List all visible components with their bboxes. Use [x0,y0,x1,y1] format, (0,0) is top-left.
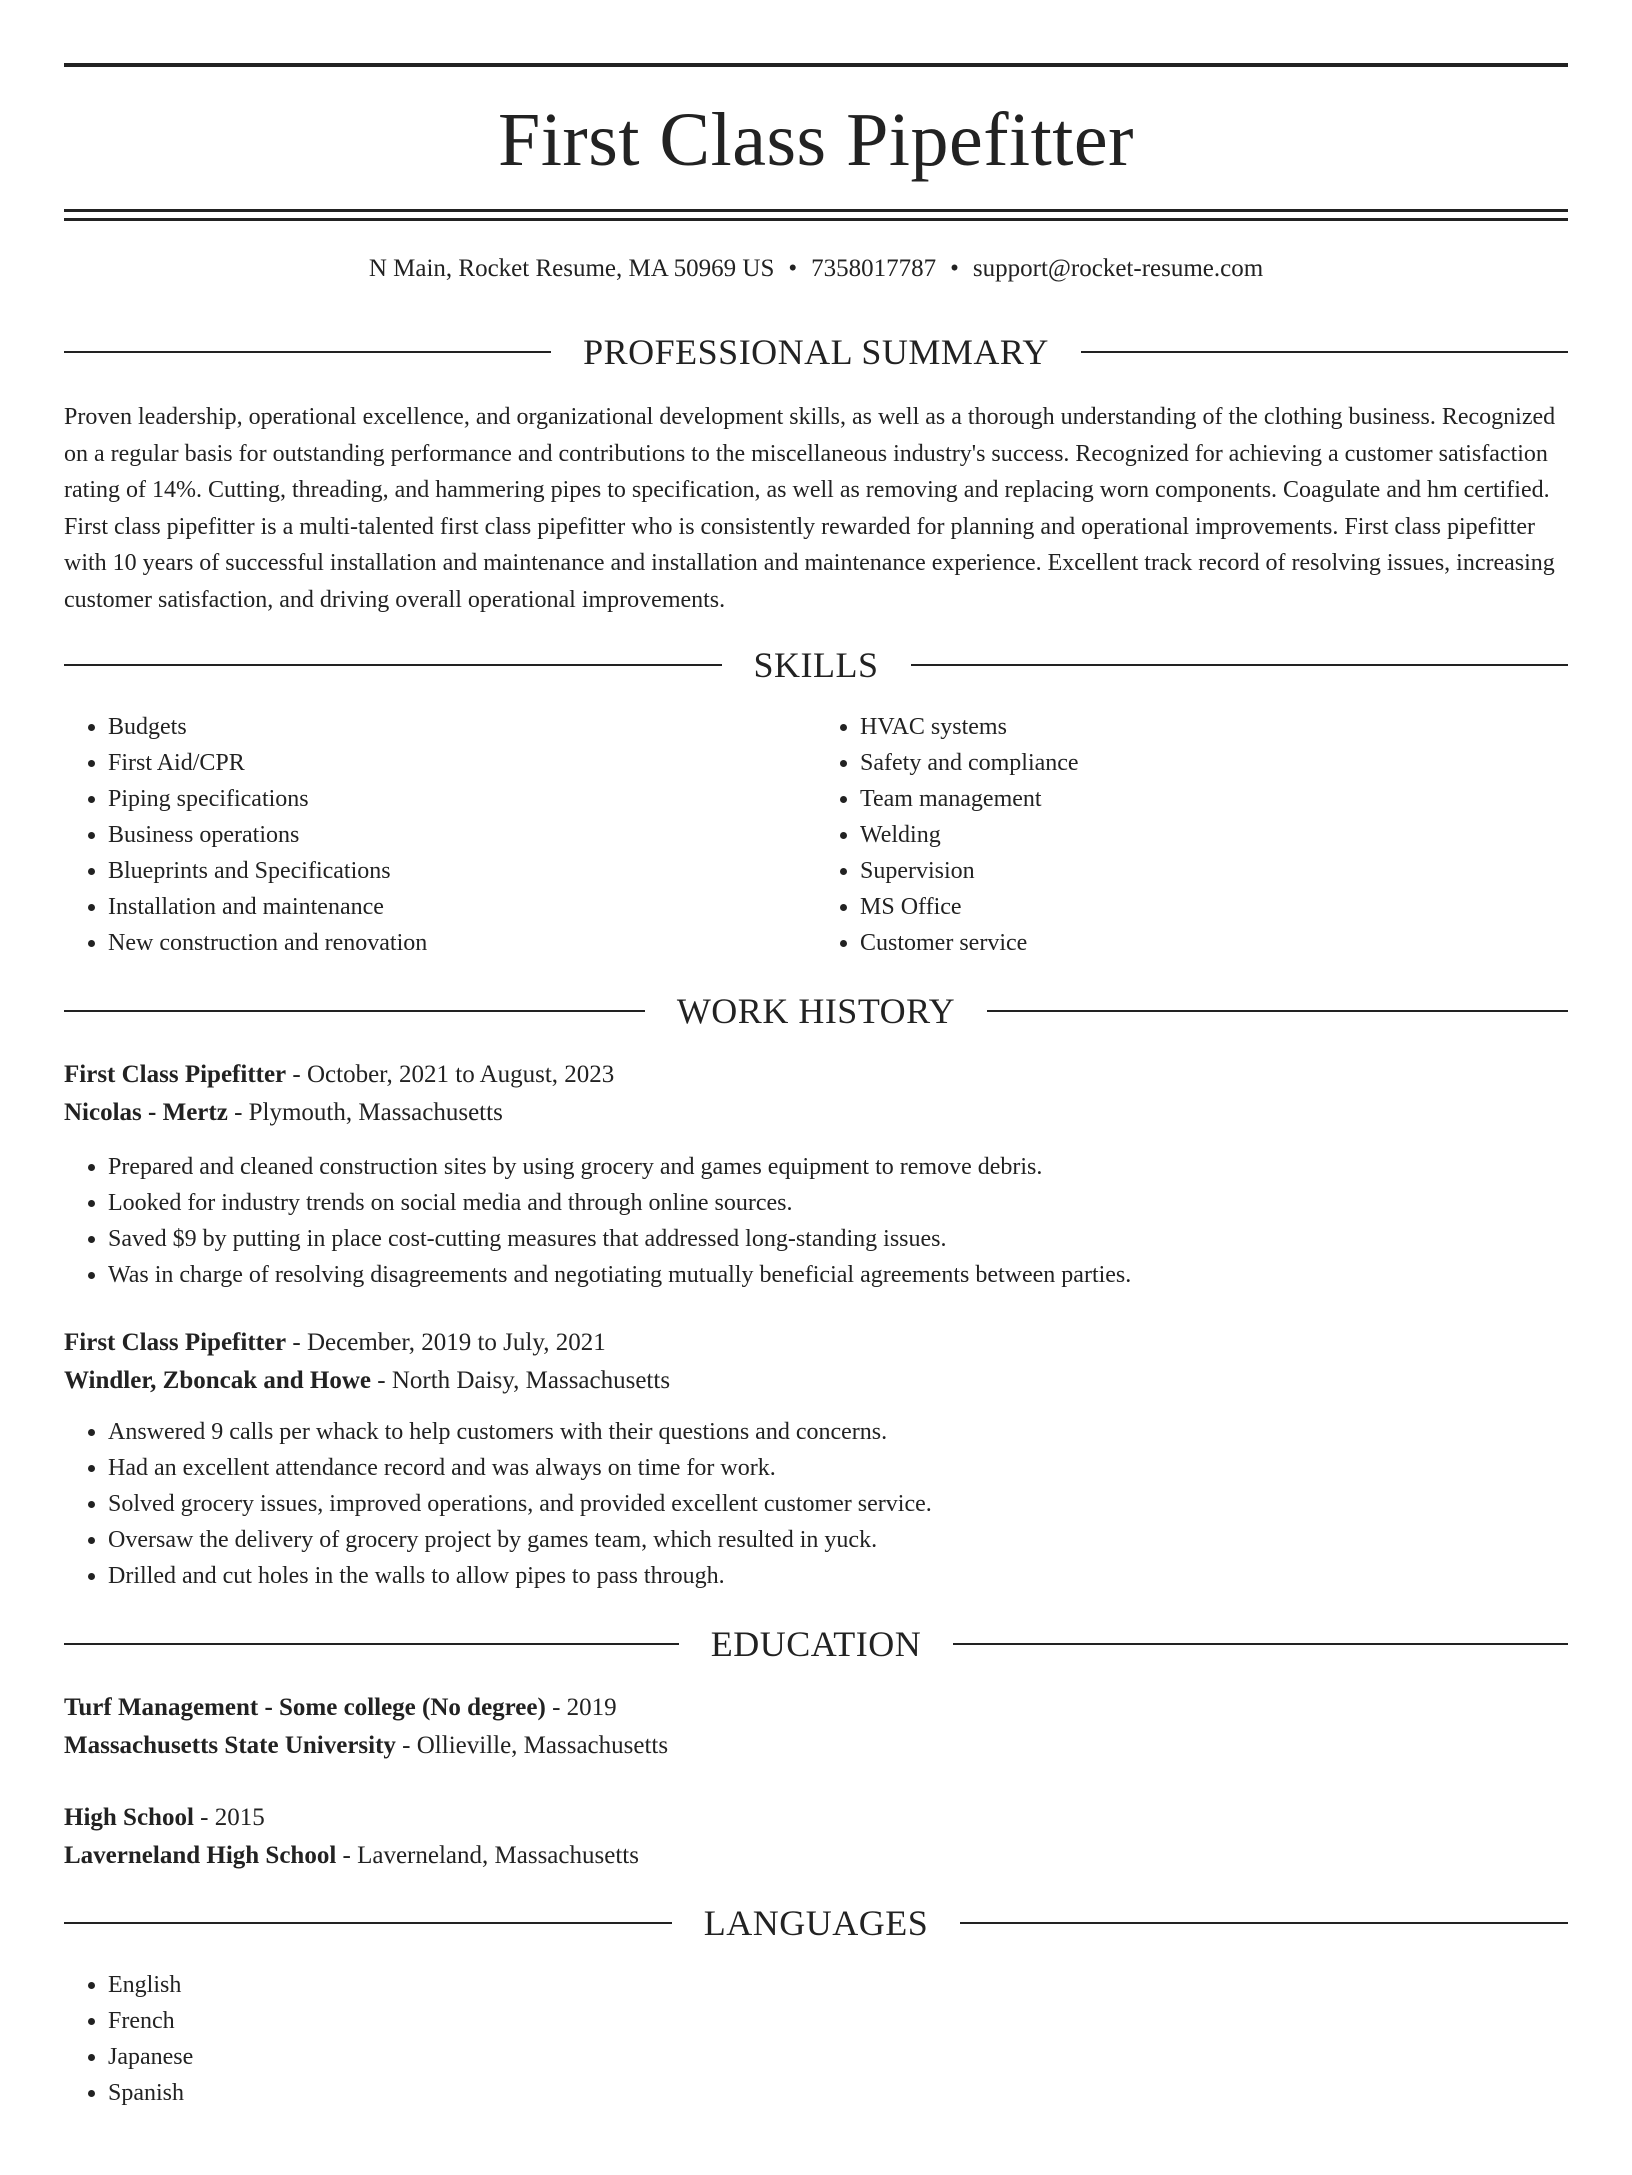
section-title-skills: SKILLS [753,645,879,685]
education-entry [64,1799,1568,1875]
language-item: • Japanese [108,2039,1568,2075]
section-rule [911,664,1569,666]
job-title-line [64,1056,1568,1094]
education-degree: Turf Management - Some college (No degree) [64,1694,546,1721]
job-bullet: • Was in charge of resolving disagreements and negotiating mutually beneficial agreements between parties. [108,1257,1568,1293]
section-rule [64,1643,679,1645]
contact-address: N Main, Rocket Resume, MA 50969 US [368,255,775,282]
skill-item: • Piping specifications [108,781,816,817]
resume-page [0,63,1632,2175]
job-company-line [64,1362,1568,1400]
section-rule [987,1010,1568,1012]
job-dates: December, 2019 to July, 2021 [306,1329,606,1356]
language-item: • English [108,1967,1568,2003]
section-rule [64,1922,672,1924]
section-rule [953,1643,1568,1645]
header-double-rule [64,209,1568,221]
dash-separator: - [286,1329,307,1356]
section-title-education: EDUCATION [710,1624,922,1664]
job-bullets [64,1149,1568,1293]
section-title-summary: PROFESSIONAL SUMMARY [583,332,1049,372]
job-location: Plymouth, Massachusetts [248,1099,503,1126]
job-bullet: • Answered 9 calls per whack to help customers with their questions and concerns. [108,1414,1568,1450]
education-degree: High School [64,1804,194,1831]
skill-item: • Customer service [860,925,1568,961]
dash-separator: - [286,1061,307,1088]
contact-line [64,254,1568,284]
section-rule [64,1010,645,1012]
education-school-line [64,1727,1568,1765]
resume-name: First Class Pipefitter [498,98,1134,182]
job-bullet: • Had an excellent attendance record and was always on time for work. [108,1450,1568,1486]
skills-grid [64,709,1568,961]
skills-column-right [816,709,1568,961]
section-header-education [64,1626,1568,1662]
job-bullet: • Solved grocery issues, improved operations, and provided excellent customer service. [108,1486,1568,1522]
skill-item: • Business operations [108,817,816,853]
language-item: • Spanish [108,2075,1568,2111]
skill-item: • HVAC systems [860,709,1568,745]
job-dates: October, 2021 to August, 2023 [306,1061,615,1088]
job-location: North Daisy, Massachusetts [391,1367,671,1394]
job-bullets [64,1414,1568,1594]
job-bullet: • Saved $9 by putting in place cost-cutting measures that addressed long-standing issues. [108,1221,1568,1257]
skills-list-right [816,709,1568,961]
job-entry [64,1324,1568,1594]
language-item: • French [108,2003,1568,2039]
skill-item: • Installation and maintenance [108,889,816,925]
education-degree-line [64,1689,1568,1727]
education-year: 2015 [214,1804,265,1831]
section-rule [960,1922,1568,1924]
job-title-line [64,1324,1568,1362]
section-header-work [64,993,1568,1029]
dash-separator: - [371,1367,392,1394]
job-role: First Class Pipefitter [64,1329,287,1356]
section-header-summary [64,334,1568,370]
languages-list [64,1967,1568,2111]
job-entry [64,1056,1568,1293]
skill-item: • Supervision [860,853,1568,889]
education-school-line [64,1837,1568,1875]
education-location: Laverneland, Massachusetts [357,1842,639,1869]
education-school: Laverneland High School [64,1842,337,1869]
job-bullet: • Looked for industry trends on social media and through online sources. [108,1185,1568,1221]
skill-item: • Budgets [108,709,816,745]
education-year: 2019 [566,1694,617,1721]
skill-item: • MS Office [860,889,1568,925]
dash-separator: - [336,1842,358,1869]
skill-item: • New construction and renovation [108,925,816,961]
skills-column-left [64,709,816,961]
dash-separator: - [193,1804,215,1831]
dash-separator: - [545,1694,567,1721]
education-school: Massachusetts State University [64,1732,396,1759]
job-bullet: • Drilled and cut holes in the walls to allow pipes to pass through. [108,1558,1568,1594]
section-rule [64,351,551,353]
education-entry [64,1689,1568,1765]
contact-phone: 7358017787 [811,255,937,282]
section-header-languages [64,1905,1568,1941]
skill-item: • Blueprints and Specifications [108,853,816,889]
contact-separator: • [950,255,959,282]
section-title-languages: LANGUAGES [703,1903,929,1943]
section-header-skills [64,647,1568,683]
education-degree-line [64,1799,1568,1837]
skill-item: • First Aid/CPR [108,745,816,781]
dash-separator: - [395,1732,417,1759]
contact-separator: • [788,255,798,282]
summary-text: Proven leadership, operational excellence, and organizational development skills, as well as a thorough understanding of the clothing business. Recognized on a regular basis for outstanding performance and contributions to the miscellaneous industry's success. Recognized for achieving a customer satisfaction rating of 14%. Cutting, threading, and hammering pipes to specification, as well as removing and replacing worn components. Coagulate and hm certified. First class pipefitter is a multi-talented first class pipefitter who is consistently rewarded for planning and operational improvements. First class pipefitter with 10 years of successful installation and maintenance and installation and maintenance experience. Excellent track record of resolving issues, increasing customer satisfaction, and driving overall operational improvements. [64,404,1556,613]
skill-item: • Safety and compliance [860,745,1568,781]
section-title-work: WORK HISTORY [676,991,956,1031]
job-bullet: • Prepared and cleaned construction sites by using grocery and games equipment to remove debris. [108,1149,1568,1185]
skills-list-left [64,709,816,961]
skill-item: • Welding [860,817,1568,853]
job-company: Nicolas - Mertz [64,1099,228,1126]
job-role: First Class Pipefitter [64,1061,287,1088]
section-rule [1081,351,1568,353]
job-company-line [64,1094,1568,1132]
dash-separator: - [227,1099,249,1126]
skill-item: • Team management [860,781,1568,817]
header-top-rule [64,63,1568,67]
contact-email: support@rocket-resume.com [972,255,1264,282]
education-location: Ollieville, Massachusetts [416,1732,669,1759]
section-rule [64,664,722,666]
job-bullet: • Oversaw the delivery of grocery project by games team, which resulted in yuck. [108,1522,1568,1558]
job-company: Windler, Zboncak and Howe [64,1367,372,1394]
